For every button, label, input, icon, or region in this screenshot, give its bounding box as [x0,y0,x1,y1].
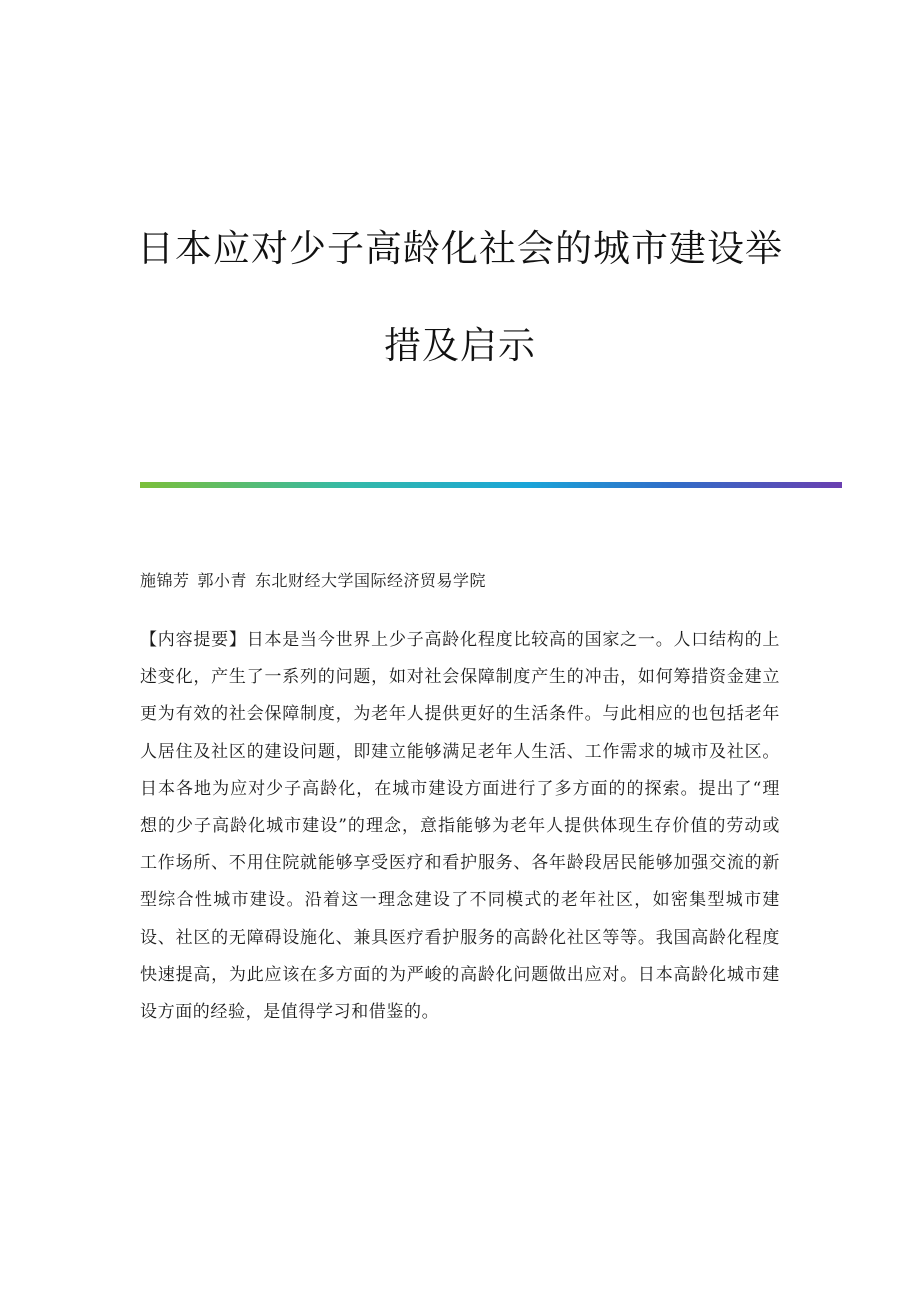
abstract-paragraph [140,622,780,1031]
author-affiliation: 东北财经大学国际经济贸易学院 [255,571,487,590]
document-title-line-1: 日本应对少子高龄化社会的城市建设举 [137,227,783,270]
gradient-divider [140,482,842,488]
document-title-line-2: 措及启示 [384,324,536,367]
abstract-text: 日本是当今世界上少子高龄化程度比较高的国家之一。人口结构的上述变化，产生了一系列的问题，如对社会保障制度产生的冲击，如何筹措资金建立更为有效的社会保障制度，为老年人提供更好的生活条件。与此相应的也包括老年人居住及社区的建设问题，即建立能够满足老年人生活、工作需求的城市及社区。日本各地为应对少子高龄化，在城市建设方面进行了多方面的的探索。提出了“理想的少子高龄化城市建设”的理念，意指能够为老年人提供体现生存价值的劳动或工作场所、不用住院就能够享受医疗和看护服务、各年龄段居民能够加强交流的新型综合性城市建设。沿着这一理念建设了不同模式的老年社区，如密集型城市建设、社区的无障碍设施化、兼具医疗看护服务的高龄化社区等等。我国高龄化程度快速提高，为此应该在多方面的为严峻的高龄化问题做出应对。日本高龄化城市建设方面的经验，是值得学习和借鉴的。 [140,630,780,1023]
abstract-label: 【内容提要】 [140,630,247,650]
author-name: 郭小青 [197,571,248,590]
author-line [140,568,486,591]
author-name: 施锦芳 [140,571,190,590]
